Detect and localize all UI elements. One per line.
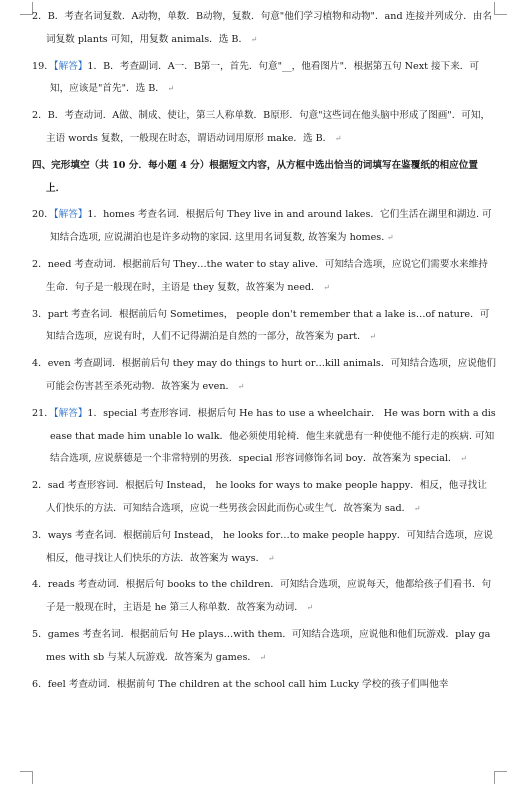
answer-21-3: 3．ways 考查名词．根据前后句 Instead， he looks for…to make people happy．可知结合选项，应说相反，他寻找让人们快乐的方法．故答案为 ways． ↵ (32, 529, 493, 564)
answer-19-1: 19．【解答】1．B．考查副词．A一．B第一，首先．句意"__，他看图片"．根据第五句 Next 接下来．可知，应该是"首先"．选 B． ↵ (32, 60, 479, 95)
crop-mark-bottom-right (494, 771, 507, 784)
answer-20-3: 3．part 考查名词．根据前后句 Sometimes， people don't remember that a lake is…of nature．可知结合选项，应说有时，人们不记得湖泊是自然的一部分，故答案为 part． ↵ (32, 308, 490, 343)
answer-20-4: 4．even 考查副词．根据前后句 they may do things to hurt or…kill animals．可知结合选项，应说他们可能会伤害甚至杀死动物．故答案为 even． ↵ (32, 358, 496, 392)
answer-21-1: 21．【解答】1．special 考查形容词．根据后句 He has to use a wheelchair． He was born with a disease that made him unable lo walk．他必须使用轮椅．他生来就患有一种使他不能行走的疾病. 可知结合选项, 应说蔡德是一个非常特别的男孩．special 形容词修饰名词 boy．故答案为 special． ↵ (32, 407, 496, 465)
answer-20-2: 2．need 考查动词．根据前后句 They…the water to stay alive．可知结合选项，应说它们需要水来维持生命．句子是一般现在时，主语是 they 复数，故答案为 need． ↵ (32, 258, 488, 293)
answer-tag: 【解答】 (53, 60, 88, 72)
crop-mark-bottom-left (20, 771, 33, 784)
answer-21-6: 6．feel 考查动词．根据前句 The children at the school call him Lucky 学校的孩子们叫他幸 (32, 678, 449, 690)
answer-key-body (32, 6, 496, 700)
answer-20-1: 20．【解答】1．homes 考查名词．根据后句 They live in and around lakes．它们生活在湖里和湖边. 可知结合选项, 应说湖泊也是许多动物的家园. 这里用名词复数, 故答案为 homes. ↵ (32, 209, 492, 244)
answer-19-2: 2．B．考查动词．A做、制成、使让，第三人称单数．B原形．句意"这些词在他头脑中形成了图画"．可知，主语 words 复数，一般现在时态，谓语动词用原形 make．选 B． ↵ (32, 110, 491, 144)
answer-21-5: 5．games 考查名词．根据前后句 He plays…with them．可知结合选项，应说他和他们玩游戏．play games with sb 与某人玩游戏．故答案为 games． ↵ (32, 628, 491, 663)
answer-18-2: 2．B．考查名词复数．A动物，单数．B动物，复数．句意"他们学习植物和动物"．and 连接并列成分．由名词复数 plants 可知，用复数 animals．选 B． ↵ (32, 11, 492, 45)
answer-tag: 【解答】 (53, 209, 88, 221)
answer-tag: 【解答】 (53, 407, 88, 419)
section-heading: 四、完形填空（共 10 分．每小题 4 分）根据短文内容，从方框中选出恰当的词填写在鉴覆纸的相应位置上． (32, 159, 478, 194)
answer-21-2: 2．sad 考查形容词．根据后句 Instead， he looks for ways to make people happy．相反，他寻找让人们快乐的方法．可知结合选项，应说一些男孩会因此而伤心或生气．故答案为 sad． ↵ (32, 480, 487, 514)
answer-21-4: 4．reads 考查动词．根据后句 books to the children．可知结合选项，应说每天，他都给孩子们看书．句子是一般现在时，主语是 he 第三人称单数．故答案为动词． ↵ (32, 579, 492, 614)
